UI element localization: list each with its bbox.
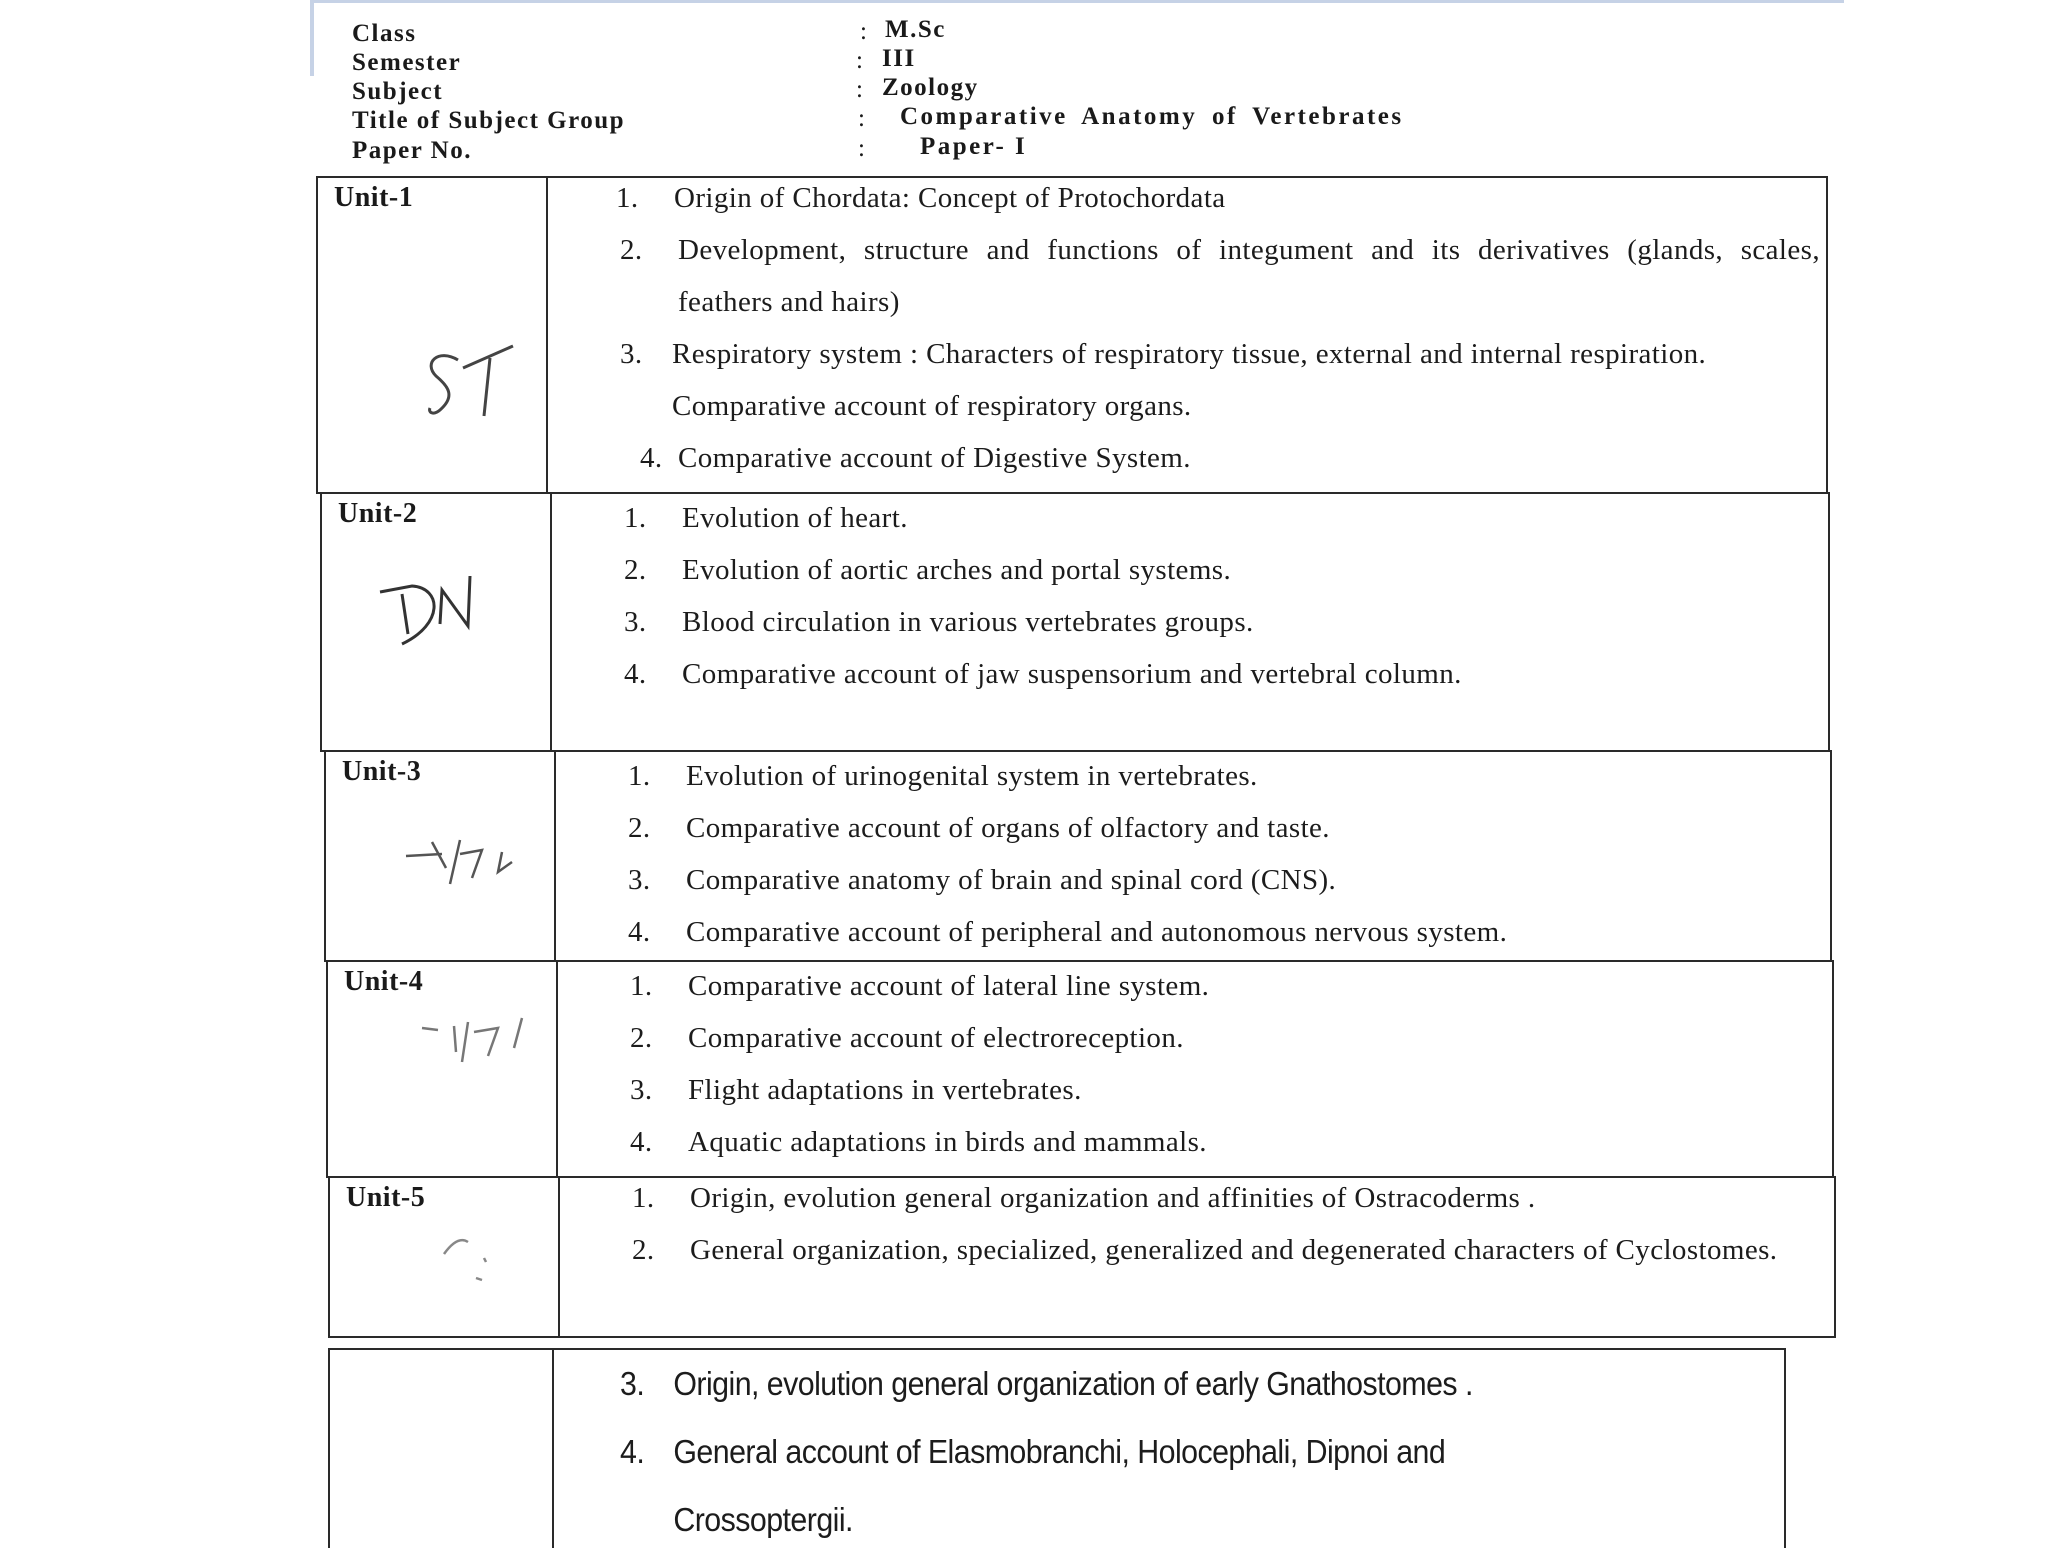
continuation-row (328, 1348, 1786, 1548)
signature-3 (402, 832, 532, 892)
header-label-subject: Subject (352, 78, 444, 105)
unit-cell (330, 1350, 554, 1548)
topic-item: 4. Aquatic adaptations in birds and mammals. (630, 1126, 1207, 1158)
header-label-semester: Semester (352, 49, 462, 76)
unit-label: Unit-5 (346, 1182, 426, 1213)
unit-row-4 (326, 960, 1834, 1178)
topic-item: 2. Development, structure and functions of integument and its derivatives (glands, scales, feathers and hairs) (620, 234, 1820, 318)
topic-item: 4. Comparative account of Digestive System. (640, 442, 1191, 474)
unit-cell (318, 178, 548, 492)
header-label-title: Title of Subject Group (352, 107, 626, 134)
unit-label: Unit-4 (344, 966, 424, 997)
topic-item: 3. Blood circulation in various vertebrates groups. (624, 606, 1254, 638)
page-left-edge (310, 0, 314, 76)
topic-item: 1. Origin of Chordata: Concept of Protochordata (616, 182, 1226, 214)
header-value-title: Comparative Anatomy of Vertebrates (900, 103, 1404, 130)
topic-item: 1. Evolution of urinogenital system in vertebrates. (628, 760, 1258, 792)
unit-label: Unit-3 (342, 756, 422, 787)
header-value-subject: Zoology (882, 74, 979, 101)
unit-cell (322, 494, 552, 750)
topic-item: 3. Origin, evolution general organization of early Gnathostomes . (620, 1365, 1473, 1402)
unit-label: Unit-2 (338, 498, 418, 529)
topic-item: 1. Comparative account of lateral line system. (630, 970, 1210, 1002)
header-label-paper: Paper No. (352, 137, 472, 164)
signature-4 (418, 1012, 548, 1072)
unit-cell (328, 962, 558, 1176)
unit-row-1 (316, 176, 1828, 494)
topic-item: 3. Comparative anatomy of brain and spinal cord (CNS). (628, 864, 1337, 896)
topic-item: 2. Evolution of aortic arches and portal systems. (624, 554, 1232, 586)
header-value-class: M.Sc (885, 16, 946, 43)
header-colon: : (860, 18, 869, 45)
topic-item: 1. Evolution of heart. (624, 502, 908, 534)
header-label-class: Class (352, 20, 417, 47)
topic-item: 4. Comparative account of peripheral and autonomous nervous system. (628, 916, 1508, 948)
topic-item: 4. Comparative account of jaw suspensorium and vertebral column. (624, 658, 1462, 690)
signature-5 (440, 1228, 520, 1288)
unit-label: Unit-1 (334, 182, 414, 213)
header-colon: : (856, 47, 865, 74)
signature-dn (372, 564, 502, 654)
header-colon: : (856, 76, 865, 103)
topic-item: 3. Flight adaptations in vertebrates. (630, 1074, 1082, 1106)
signature-st (418, 338, 528, 428)
topic-item: 2. Comparative account of electroreception. (630, 1022, 1184, 1054)
topic-item: 4. General account of Elasmobranchi, Holocephali, Dipnoi and Crossoptergii. (620, 1433, 1446, 1538)
unit-cell (326, 752, 556, 960)
topic-item: 3. Respiratory system : Characters of respiratory tissue, external and internal respiration. Comparative account of respiratory organs. (620, 338, 1707, 422)
unit-row-3 (324, 750, 1832, 962)
header-value-semester: III (882, 45, 916, 72)
unit-row-2 (320, 492, 1830, 752)
topic-item: 2. General organization, specialized, generalized and degenerated characters of Cyclostomes. (632, 1234, 1778, 1266)
header-colon: : (858, 135, 867, 162)
header-value-paper: Paper- I (920, 133, 1028, 160)
topic-item: 1. Origin, evolution general organization and affinities of Ostracoderms . (632, 1182, 1536, 1214)
header-colon: : (858, 105, 867, 132)
unit-cell (330, 1178, 560, 1336)
topic-item: 2. Comparative account of organs of olfactory and taste. (628, 812, 1330, 844)
unit-row-5 (328, 1176, 1836, 1338)
page-top-edge (310, 0, 1844, 3)
